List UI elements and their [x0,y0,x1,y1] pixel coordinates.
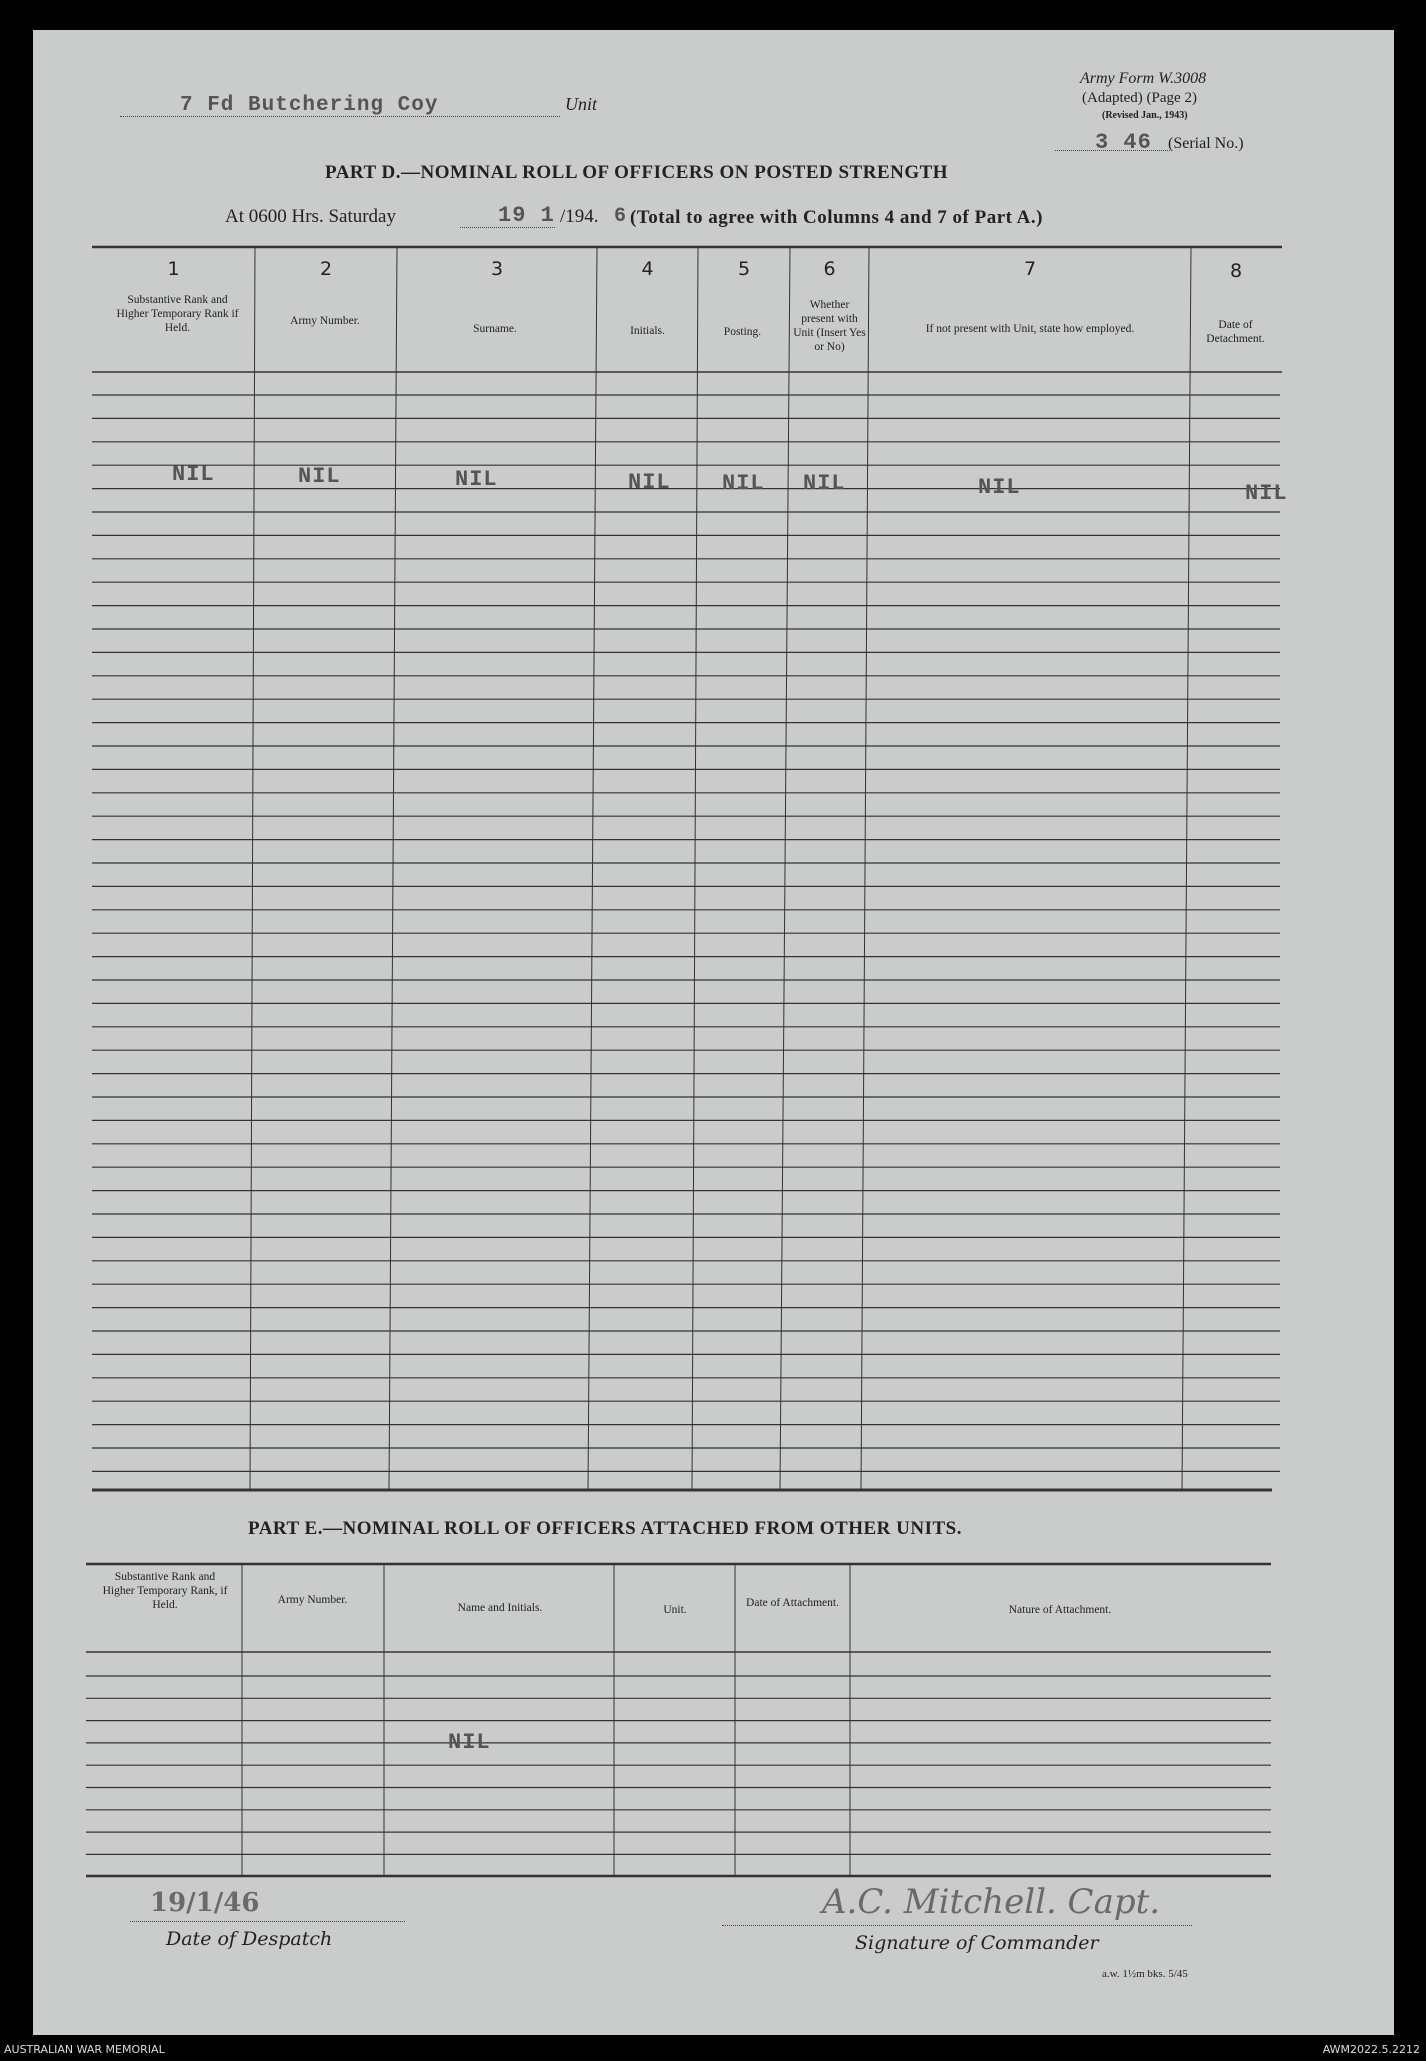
col-header: If not present with Unit, state how employed. [925,323,1135,335]
despatch-date: 19/1/46 [150,1888,260,1918]
col-number: 8 [1229,260,1243,282]
serial-label: (Serial No.) [1168,135,1244,152]
date-value: 19 1 [498,203,555,228]
despatch-dotted-line [130,1921,405,1922]
part-e-col-header: Substantive Rank and Higher Temporary Rank, if Held. [102,1571,228,1611]
unit-name: 7 Fd Butchering Coy [180,94,439,117]
col-number: 4 [641,258,654,280]
year-prefix: /194. [560,206,599,227]
print-code: a.w. 1½m bks. 5/45 [1102,1968,1188,1980]
time-prefix: At 0600 Hrs. Saturday [225,206,396,227]
col-header: Army Number. [290,315,360,327]
col-number: 7 [1023,258,1037,280]
entry-nil: NIL [455,467,498,492]
signature-label: Signature of Commander [855,1932,1099,1954]
form-adapted: (Adapted) (Page 2) [1082,90,1197,106]
part-e-col-header: Name and Initials. [457,1602,543,1614]
archive-source: AUSTRALIAN WAR MEMORIAL [4,2043,165,2056]
part-e-col-header: Army Number. [277,1594,348,1606]
serial-value: 3 46 [1095,130,1152,155]
part-e-col-header: Unit. [663,1604,687,1616]
unit-label: Unit [565,94,598,114]
col-number: 6 [823,258,836,280]
entry-nil: NIL [172,462,215,487]
form-name: Army Form W.3008 [1080,70,1207,87]
commander-signature: A.C. Mitchell. Capt. [822,1882,1161,1922]
entry-nil: NIL [722,471,765,496]
part-e-col-header: Date of Attachment. [746,1597,839,1609]
year-digit: 6 [614,205,628,228]
col-header: Surname. [473,323,517,335]
col-number: 5 [737,258,751,280]
part-d-title: PART D.—NOMINAL ROLL OF OFFICERS ON POSTED STRENGTH [325,162,949,183]
col-number: 2 [319,258,333,280]
archive-reference: AWM2022.5.2212 [1322,2043,1420,2056]
part-e-col-header: Nature of Attachment. [1008,1604,1112,1616]
entry-nil: NIL [978,475,1021,500]
despatch-label: Date of Despatch [166,1928,333,1950]
part-e-title: PART E.—NOMINAL ROLL OF OFFICERS ATTACHED FROM OTHER UNITS. [248,1518,962,1539]
signature-dotted-line [722,1925,1192,1926]
form-revised: (Revised Jan., 1943) [1102,110,1188,121]
entry-nil: NIL [628,470,671,495]
col-number: 3 [490,258,504,280]
entry-nil: NIL [803,471,846,496]
col-header: Substantive Rank and Higher Temporary Rank if Held. [116,294,239,334]
entry-nil: NIL [298,464,341,489]
col-header: Date of Detachment. [1206,319,1265,345]
col-number: 1 [167,258,180,280]
col-header: Initials. [630,325,665,337]
total-note: (Total to agree with Columns 4 and 7 of Part A.) [630,207,1043,228]
col-header: Whether present with Unit (Insert Yes or No) [793,299,866,353]
part-e-entry-nil: NIL [448,1730,491,1755]
entry-nil: NIL [1245,481,1288,506]
col-header: Posting. [723,326,762,338]
